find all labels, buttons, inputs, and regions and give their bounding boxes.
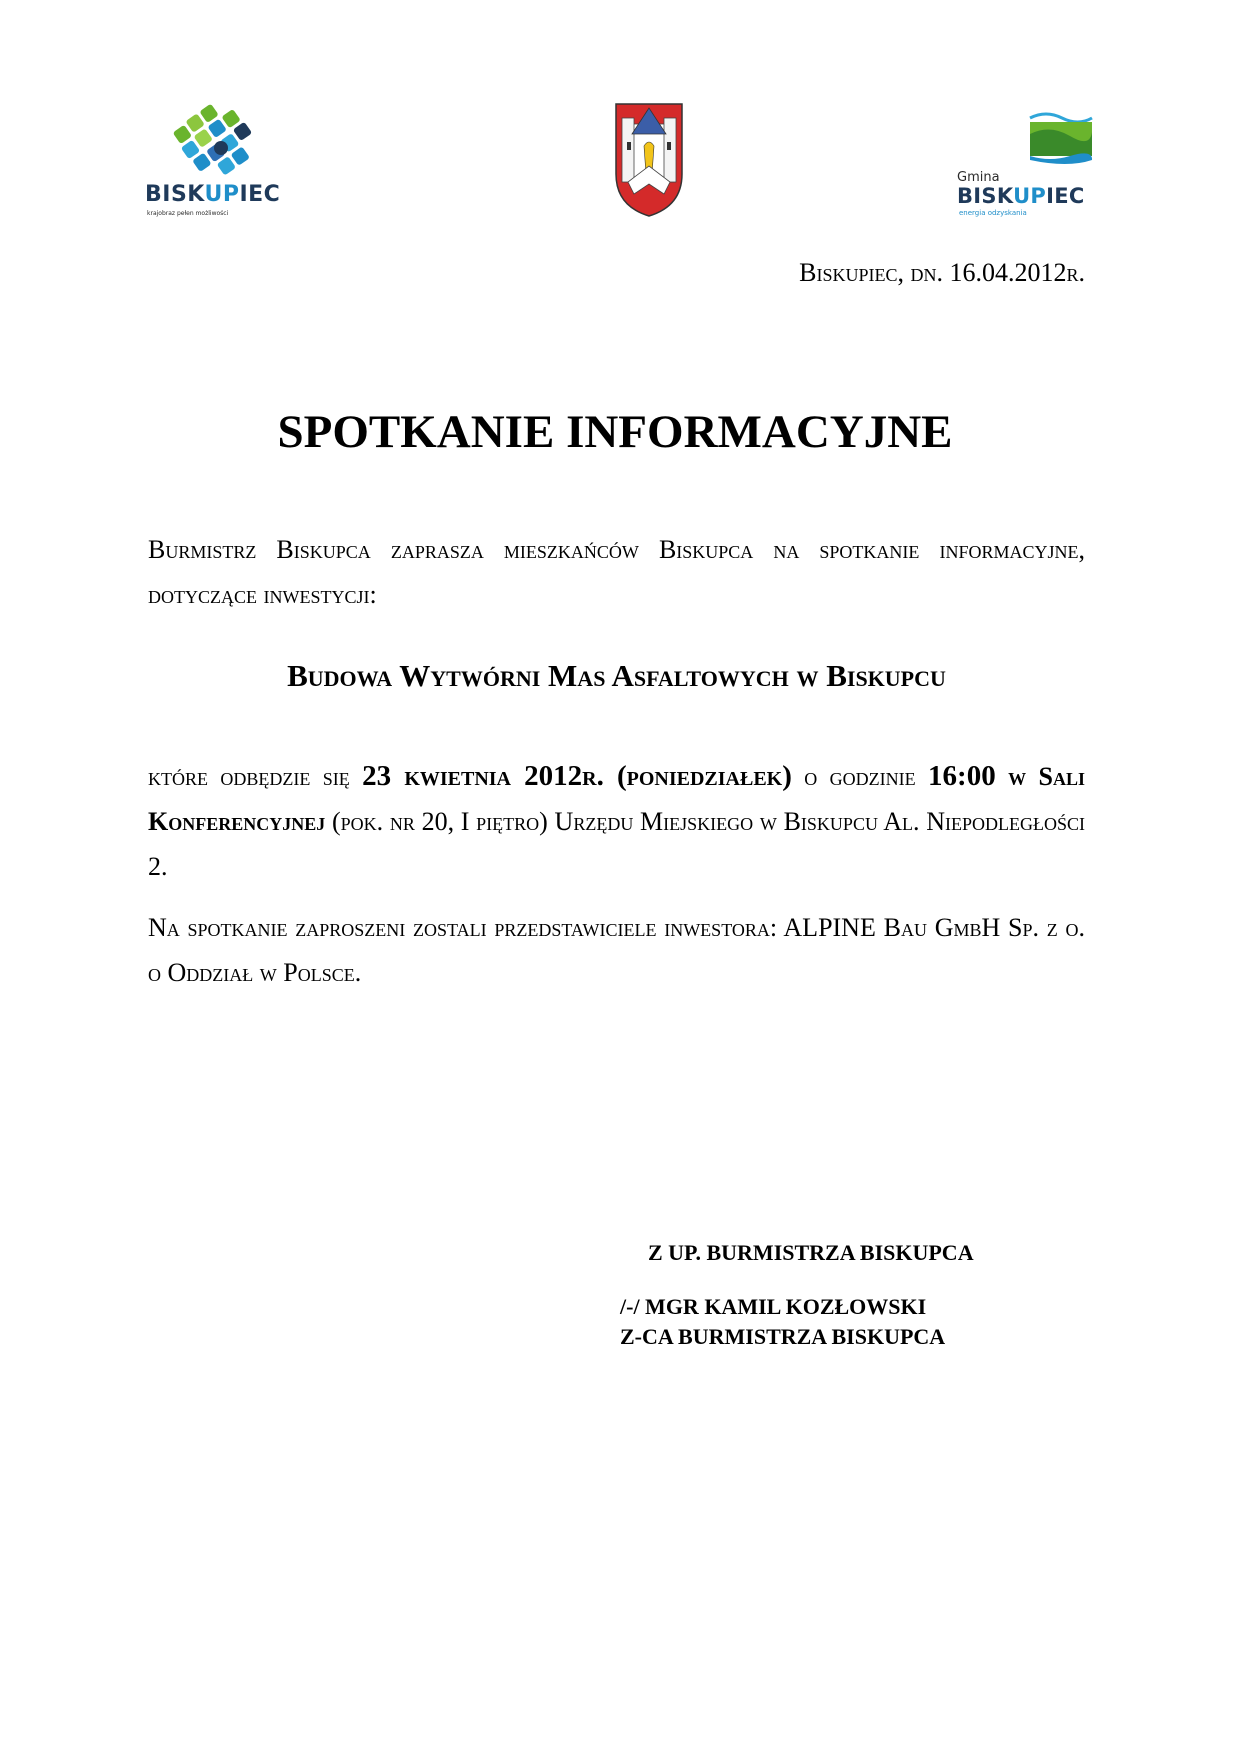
meeting-details-paragraph: które odbędzie się 23 kwietnia 2012r. (poniedziałek) o godzinie 16:00 w Sali Konferencyjnej (pok. nr 20, I piętro) Urzędu Miejskiego w Biskupcu Al. Niepodległości 2. bbox=[148, 760, 1085, 881]
invited-paragraph: Na spotkanie zaproszeni zostali przedstawiciele inwestora: ALPINE Bau GmbH Sp. z o. o Oddział w Polsce. bbox=[148, 913, 1085, 987]
signature-line-1: Z UP. BURMISTRZA BISKUPCA bbox=[648, 1240, 974, 1265]
gmina-biskupiec-logo-right bbox=[950, 112, 1100, 232]
document-date: Biskupiec, dn. 16.04.2012r. bbox=[799, 258, 1085, 287]
investment-name: Budowa Wytwórni Mas Asfaltowych w Biskupcu bbox=[287, 658, 946, 693]
gmina-tagline: energia odzyskania bbox=[959, 209, 1027, 217]
meeting-place: w Sali Konferencyjnej bbox=[148, 762, 1085, 836]
biskupiec-mosaic-icon bbox=[173, 100, 263, 180]
crest-icon bbox=[614, 102, 684, 218]
biskupiec-logo-left bbox=[145, 100, 290, 220]
intro-paragraph: Burmistrz Biskupca zaprasza mieszkańców Biskupca na spotkanie informacyjne, dotyczące inwestycji: bbox=[148, 535, 1085, 609]
landscape-waves-icon bbox=[1028, 112, 1094, 168]
page-title: SPOTKANIE INFORMACYJNE bbox=[277, 406, 953, 458]
signature-role: Z-CA BURMISTRZA BISKUPCA bbox=[620, 1324, 946, 1349]
logo-tagline: krajobraz pełen możliwości bbox=[147, 210, 229, 217]
meeting-time: 16:00 bbox=[928, 760, 996, 792]
coat-of-arms-crest bbox=[614, 102, 688, 222]
gmina-wordmark: BISKUPIEC bbox=[957, 184, 1085, 208]
gmina-label: Gmina bbox=[957, 170, 1000, 185]
biskupiec-wordmark: BISKUPIEC bbox=[145, 182, 281, 207]
meeting-date: 23 kwietnia 2012r. (poniedziałek) bbox=[362, 760, 792, 792]
signature-name: /-/ MGR KAMIL KOZŁOWSKI bbox=[620, 1294, 927, 1319]
